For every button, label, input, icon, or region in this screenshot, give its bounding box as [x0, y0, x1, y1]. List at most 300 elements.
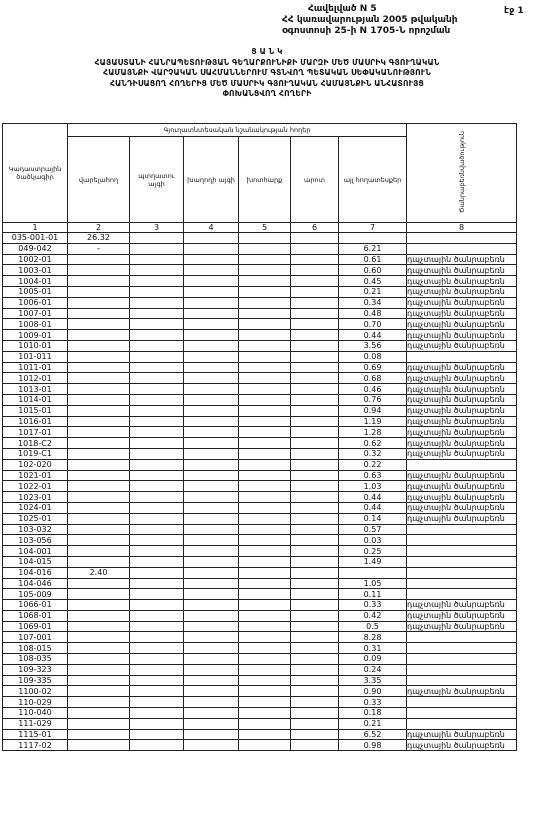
orchard-cell — [130, 546, 184, 557]
orchard-cell — [130, 729, 184, 740]
other-land-cell: 0.48 — [339, 308, 407, 319]
table-row — [3, 556, 517, 567]
vineyard-cell — [184, 459, 239, 470]
encumbrance-cell: դպչտային ծանրաբեռն — [407, 362, 517, 373]
vineyard-cell — [184, 708, 239, 719]
arable-cell — [68, 319, 130, 330]
arable-cell — [68, 686, 130, 697]
pasture-cell — [291, 610, 339, 621]
cadastral-code-cell: 1025-01 — [3, 513, 68, 524]
orchard-cell — [130, 330, 184, 341]
orchard-cell — [130, 384, 184, 395]
orchard-cell — [130, 362, 184, 373]
pasture-cell — [291, 308, 339, 319]
encumbrance-cell — [407, 546, 517, 557]
hayfield-cell — [239, 470, 291, 481]
hayfield-cell — [239, 416, 291, 427]
pasture-cell — [291, 394, 339, 405]
encumbrance-cell — [407, 632, 517, 643]
col-header-arable: վարելահող — [68, 137, 130, 223]
vineyard-cell — [184, 567, 239, 578]
pasture-cell — [291, 664, 339, 675]
orchard-cell — [130, 286, 184, 297]
hayfield-cell — [239, 481, 291, 492]
pasture-cell — [291, 621, 339, 632]
orchard-cell — [130, 578, 184, 589]
cadastral-code-cell: 1002-01 — [3, 254, 68, 265]
table-row — [3, 502, 517, 513]
other-land-cell: 0.90 — [339, 686, 407, 697]
orchard-cell — [130, 600, 184, 611]
arable-cell — [68, 556, 130, 567]
arable-cell — [68, 664, 130, 675]
hayfield-cell — [239, 610, 291, 621]
hayfield-cell — [239, 675, 291, 686]
pasture-cell — [291, 535, 339, 546]
other-land-cell: 0.46 — [339, 384, 407, 395]
other-land-cell: 0.62 — [339, 438, 407, 449]
table-row — [3, 524, 517, 535]
cadastral-code-cell: 1019-C1 — [3, 448, 68, 459]
cadastral-code-cell: 1011-01 — [3, 362, 68, 373]
vineyard-cell — [184, 384, 239, 395]
encumbrance-cell — [407, 556, 517, 567]
hayfield-cell — [239, 330, 291, 341]
other-land-cell: 1.05 — [339, 578, 407, 589]
table-row — [3, 351, 517, 362]
encumbrance-cell: դպչտային ծանրաբեռն — [407, 470, 517, 481]
vineyard-cell — [184, 675, 239, 686]
pasture-cell — [291, 373, 339, 384]
arable-cell — [68, 286, 130, 297]
hayfield-cell — [239, 243, 291, 254]
pasture-cell — [291, 448, 339, 459]
table-row — [3, 308, 517, 319]
other-land-cell: 0.57 — [339, 524, 407, 535]
encumbrance-cell: դպչտային ծանրաբեռն — [407, 740, 517, 751]
hayfield-cell — [239, 233, 291, 244]
vineyard-cell — [184, 697, 239, 708]
cadastral-code-cell: 1100-02 — [3, 686, 68, 697]
encumbrance-cell: դպչտային ծանրաբեռն — [407, 276, 517, 287]
encumbrance-cell — [407, 708, 517, 719]
pasture-cell — [291, 470, 339, 481]
hayfield-cell — [239, 373, 291, 384]
orchard-cell — [130, 492, 184, 503]
other-land-cell: 0.21 — [339, 286, 407, 297]
table-row — [3, 330, 517, 341]
pasture-cell — [291, 654, 339, 665]
encumbrance-cell: դպչտային ծանրաբեռն — [407, 600, 517, 611]
encumbrance-cell: դպչտային ծանրաբեռն — [407, 394, 517, 405]
col-header-orchard: պտղատու այգի — [130, 137, 184, 223]
cadastral-code-cell: 111-029 — [3, 718, 68, 729]
hayfield-cell — [239, 546, 291, 557]
arable-cell — [68, 254, 130, 265]
encumbrance-cell: դպչտային ծանրաբեռն — [407, 513, 517, 524]
orchard-cell — [130, 513, 184, 524]
table-row — [3, 643, 517, 654]
hayfield-cell — [239, 438, 291, 449]
hayfield-cell — [239, 578, 291, 589]
table-row — [3, 546, 517, 557]
cadastral-code-cell: 1003-01 — [3, 265, 68, 276]
hayfield-cell — [239, 502, 291, 513]
vineyard-cell — [184, 286, 239, 297]
table-row — [3, 470, 517, 481]
pasture-cell — [291, 632, 339, 643]
hayfield-cell — [239, 686, 291, 697]
vineyard-cell — [184, 578, 239, 589]
table-row — [3, 708, 517, 719]
hayfield-cell — [239, 384, 291, 395]
table-row — [3, 513, 517, 524]
orchard-cell — [130, 243, 184, 254]
arable-cell — [68, 578, 130, 589]
orchard-cell — [130, 675, 184, 686]
other-land-cell: 1.03 — [339, 481, 407, 492]
table-row — [3, 610, 517, 621]
encumbrance-cell: դպչտային ծանրաբեռն — [407, 286, 517, 297]
cadastral-code-cell: 108-035 — [3, 654, 68, 665]
orchard-cell — [130, 589, 184, 600]
col-header-encumbrance — [407, 124, 517, 223]
hayfield-cell — [239, 632, 291, 643]
pasture-cell — [291, 233, 339, 244]
cadastral-code-cell: 109-323 — [3, 664, 68, 675]
other-land-cell: 0.08 — [339, 351, 407, 362]
arable-cell — [68, 330, 130, 341]
vineyard-cell — [184, 632, 239, 643]
column-number: 4 — [184, 223, 239, 233]
arable-cell: 26.32 — [68, 233, 130, 244]
vineyard-cell — [184, 394, 239, 405]
arable-cell — [68, 481, 130, 492]
vineyard-cell — [184, 686, 239, 697]
arable-cell — [68, 632, 130, 643]
vineyard-cell — [184, 276, 239, 287]
other-land-cell: 0.69 — [339, 362, 407, 373]
orchard-cell — [130, 718, 184, 729]
orchard-cell — [130, 319, 184, 330]
other-land-cell: 0.63 — [339, 470, 407, 481]
other-land-cell: 0.42 — [339, 610, 407, 621]
other-land-cell: 0.33 — [339, 697, 407, 708]
other-land-cell: 1.49 — [339, 556, 407, 567]
arable-cell — [68, 276, 130, 287]
pasture-cell — [291, 686, 339, 697]
pasture-cell — [291, 481, 339, 492]
orchard-cell — [130, 416, 184, 427]
other-land-cell: 0.44 — [339, 330, 407, 341]
title-line-5: ՓՈԽԱՆՑՎՈՂ ՀՈՂԵՐԻ — [222, 89, 312, 98]
table-row — [3, 578, 517, 589]
hayfield-cell — [239, 621, 291, 632]
arable-cell: 2.40 — [68, 567, 130, 578]
cadastral-code-cell: 1016-01 — [3, 416, 68, 427]
encumbrance-cell: դպչտային ծանրաբեռն — [407, 254, 517, 265]
arable-cell — [68, 297, 130, 308]
pasture-cell — [291, 502, 339, 513]
vineyard-cell — [184, 416, 239, 427]
orchard-cell — [130, 297, 184, 308]
hayfield-cell — [239, 697, 291, 708]
table-row — [3, 427, 517, 438]
vineyard-cell — [184, 481, 239, 492]
table-row — [3, 448, 517, 459]
cadastral-code-cell: 103-056 — [3, 535, 68, 546]
pasture-cell — [291, 600, 339, 611]
pasture-cell — [291, 297, 339, 308]
hayfield-cell — [239, 740, 291, 751]
other-land-cell: 0.03 — [339, 535, 407, 546]
hayfield-cell — [239, 319, 291, 330]
hayfield-cell — [239, 351, 291, 362]
cadastral-code-cell: 107-001 — [3, 632, 68, 643]
orchard-cell — [130, 276, 184, 287]
encumbrance-cell — [407, 697, 517, 708]
other-land-cell: 3.35 — [339, 675, 407, 686]
table-row — [3, 664, 517, 675]
table-row — [3, 340, 517, 351]
vineyard-cell — [184, 265, 239, 276]
hayfield-cell — [239, 708, 291, 719]
vineyard-cell — [184, 513, 239, 524]
arable-cell — [68, 729, 130, 740]
hayfield-cell — [239, 589, 291, 600]
other-land-cell: 0.25 — [339, 546, 407, 557]
arable-cell — [68, 589, 130, 600]
column-number: 1 — [3, 223, 68, 233]
table-row — [3, 286, 517, 297]
orchard-cell — [130, 459, 184, 470]
vineyard-cell — [184, 233, 239, 244]
hayfield-cell — [239, 405, 291, 416]
vineyard-cell — [184, 340, 239, 351]
orchard-cell — [130, 567, 184, 578]
other-land-cell: 0.45 — [339, 276, 407, 287]
pasture-cell — [291, 459, 339, 470]
hayfield-cell — [239, 567, 291, 578]
table-row — [3, 567, 517, 578]
vineyard-cell — [184, 502, 239, 513]
pasture-cell — [291, 243, 339, 254]
cadastral-code-cell: 1004-01 — [3, 276, 68, 287]
table-row — [3, 405, 517, 416]
vineyard-cell — [184, 438, 239, 449]
pasture-cell — [291, 546, 339, 557]
other-land-cell: 0.24 — [339, 664, 407, 675]
orchard-cell — [130, 438, 184, 449]
title-line-4: ՀԱՆԴԻՍԱՑՈՂ ՀՈՂԵՐԻՑ ՄԵԾ ՄԱՍՐԻԿ ԳՅՈՒՂԱԿԱՆ ՀԱՄԱՅՆՔԻՆ ԱՆՀԱՏՈՒՅՑ — [110, 78, 424, 88]
vineyard-cell — [184, 362, 239, 373]
table-row — [3, 492, 517, 503]
other-land-cell: 1.28 — [339, 427, 407, 438]
pasture-cell — [291, 675, 339, 686]
cadastral-code-cell: 105-009 — [3, 589, 68, 600]
cadastral-code-cell: 1021-01 — [3, 470, 68, 481]
table-row — [3, 697, 517, 708]
pasture-cell — [291, 718, 339, 729]
arable-cell — [68, 308, 130, 319]
hayfield-cell — [239, 340, 291, 351]
vineyard-cell — [184, 740, 239, 751]
cadastral-code-cell: 102-020 — [3, 459, 68, 470]
table-row — [3, 243, 517, 254]
arable-cell — [68, 265, 130, 276]
encumbrance-cell: դպչտային ծանրաբեռն — [407, 610, 517, 621]
pasture-cell — [291, 524, 339, 535]
table-row — [3, 654, 517, 665]
table-row — [3, 362, 517, 373]
table-row — [3, 632, 517, 643]
table-row — [3, 276, 517, 287]
other-land-cell: 0.44 — [339, 492, 407, 503]
hayfield-cell — [239, 276, 291, 287]
other-land-cell: 0.32 — [339, 448, 407, 459]
arable-cell — [68, 513, 130, 524]
vineyard-cell — [184, 664, 239, 675]
cadastral-code-cell: 1015-01 — [3, 405, 68, 416]
arable-cell — [68, 351, 130, 362]
hayfield-cell — [239, 492, 291, 503]
cadastral-code-cell: 1006-01 — [3, 297, 68, 308]
encumbrance-cell: դպչտային ծանրաբեռն — [407, 373, 517, 384]
title-line-3: ՀԱՄԱՅՆՔԻ ՎԱՐՉԱԿԱՆ ՍԱՀՄԱՆՆԵՐՈՒՄ ԳՏՆՎՈՂ ՊԵՏԱԿԱՆ ՍԵՓԱԿԱՆՈՒԹՅՈՒՆ — [103, 68, 431, 77]
table-row — [3, 438, 517, 449]
table-row — [3, 589, 517, 600]
encumbrance-cell: դպչտային ծանրաբեռն — [407, 405, 517, 416]
arable-cell — [68, 600, 130, 611]
other-land-cell: 0.09 — [339, 654, 407, 665]
orchard-cell — [130, 265, 184, 276]
cadastral-code-cell: 110-040 — [3, 708, 68, 719]
hayfield-cell — [239, 600, 291, 611]
table-row — [3, 319, 517, 330]
arable-cell — [68, 459, 130, 470]
cadastral-code-cell: 1069-01 — [3, 621, 68, 632]
vineyard-cell — [184, 319, 239, 330]
hayfield-cell — [239, 535, 291, 546]
encumbrance-cell — [407, 535, 517, 546]
other-land-cell: 0.34 — [339, 297, 407, 308]
orchard-cell — [130, 502, 184, 513]
other-land-cell: 0.5 — [339, 621, 407, 632]
encumbrance-cell — [407, 675, 517, 686]
other-land-cell: 3.56 — [339, 340, 407, 351]
pasture-cell — [291, 351, 339, 362]
cadastral-code-cell: 1010-01 — [3, 340, 68, 351]
hayfield-cell — [239, 643, 291, 654]
arable-cell — [68, 438, 130, 449]
orchard-cell — [130, 308, 184, 319]
arable-cell — [68, 675, 130, 686]
encumbrance-cell: դպչտային ծանրաբեռն — [407, 297, 517, 308]
hayfield-cell — [239, 459, 291, 470]
table-row — [3, 233, 517, 244]
cadastral-code-cell: 110-029 — [3, 697, 68, 708]
pasture-cell — [291, 416, 339, 427]
encumbrance-cell: դպչտային ծանրաբեռն — [407, 265, 517, 276]
encumbrance-cell — [407, 351, 517, 362]
pasture-cell — [291, 567, 339, 578]
cadastral-code-cell: 1012-01 — [3, 373, 68, 384]
pasture-cell — [291, 729, 339, 740]
col-header-cadastral-code: Կադաստրային ծածկագիր — [3, 124, 68, 223]
other-land-cell: 0.94 — [339, 405, 407, 416]
encumbrance-cell: դպչտային ծանրաբեռն — [407, 438, 517, 449]
table-row — [3, 535, 517, 546]
vineyard-cell — [184, 427, 239, 438]
appendix-header — [250, 4, 480, 37]
cadastral-code-cell: 1068-01 — [3, 610, 68, 621]
cadastral-code-cell: 103-032 — [3, 524, 68, 535]
cadastral-code-cell: 1023-01 — [3, 492, 68, 503]
vineyard-cell — [184, 556, 239, 567]
cadastral-code-cell: 1018-C2 — [3, 438, 68, 449]
cadastral-code-cell: 101-011 — [3, 351, 68, 362]
orchard-cell — [130, 373, 184, 384]
orchard-cell — [130, 351, 184, 362]
column-number: 5 — [239, 223, 291, 233]
hayfield-cell — [239, 718, 291, 729]
col-header-hayfield: խոտհարք — [239, 137, 291, 223]
table-row — [3, 384, 517, 395]
orchard-cell — [130, 643, 184, 654]
column-number-row — [3, 223, 517, 233]
pasture-cell — [291, 340, 339, 351]
cadastral-code-cell: 1066-01 — [3, 600, 68, 611]
vineyard-cell — [184, 610, 239, 621]
column-number: 3 — [130, 223, 184, 233]
other-land-cell: 0.33 — [339, 600, 407, 611]
decree-date: օգոստոսի 25-ի N 1705-Ն որոշման — [282, 26, 451, 36]
other-land-cell: 0.60 — [339, 265, 407, 276]
cadastral-code-cell: 1117-02 — [3, 740, 68, 751]
orchard-cell — [130, 632, 184, 643]
arable-cell — [68, 427, 130, 438]
table-row — [3, 729, 517, 740]
hayfield-cell — [239, 448, 291, 459]
hayfield-cell — [239, 394, 291, 405]
pasture-cell — [291, 254, 339, 265]
pasture-cell — [291, 556, 339, 567]
other-land-cell: 0.44 — [339, 502, 407, 513]
arable-cell — [68, 718, 130, 729]
cadastral-code-cell: 104-046 — [3, 578, 68, 589]
pasture-cell — [291, 589, 339, 600]
encumbrance-cell: դպչտային ծանրաբեռն — [407, 502, 517, 513]
pasture-cell — [291, 362, 339, 373]
cadastral-code-cell: 035-001-01 — [3, 233, 68, 244]
col-header-pasture: արոտ — [291, 137, 339, 223]
vineyard-cell — [184, 589, 239, 600]
table-row — [3, 297, 517, 308]
vineyard-cell — [184, 351, 239, 362]
pasture-cell — [291, 697, 339, 708]
hayfield-cell — [239, 254, 291, 265]
orchard-cell — [130, 654, 184, 665]
encumbrance-cell: դպչտային ծանրաբեռն — [407, 319, 517, 330]
vineyard-cell — [184, 308, 239, 319]
arable-cell — [68, 448, 130, 459]
hayfield-cell — [239, 654, 291, 665]
encumbrance-cell: դպչտային ծանրաբեռն — [407, 621, 517, 632]
government-decree: ՀՀ կառավարության 2005 թվականի — [282, 15, 458, 25]
orchard-cell — [130, 686, 184, 697]
vineyard-cell — [184, 546, 239, 557]
arable-cell — [68, 535, 130, 546]
